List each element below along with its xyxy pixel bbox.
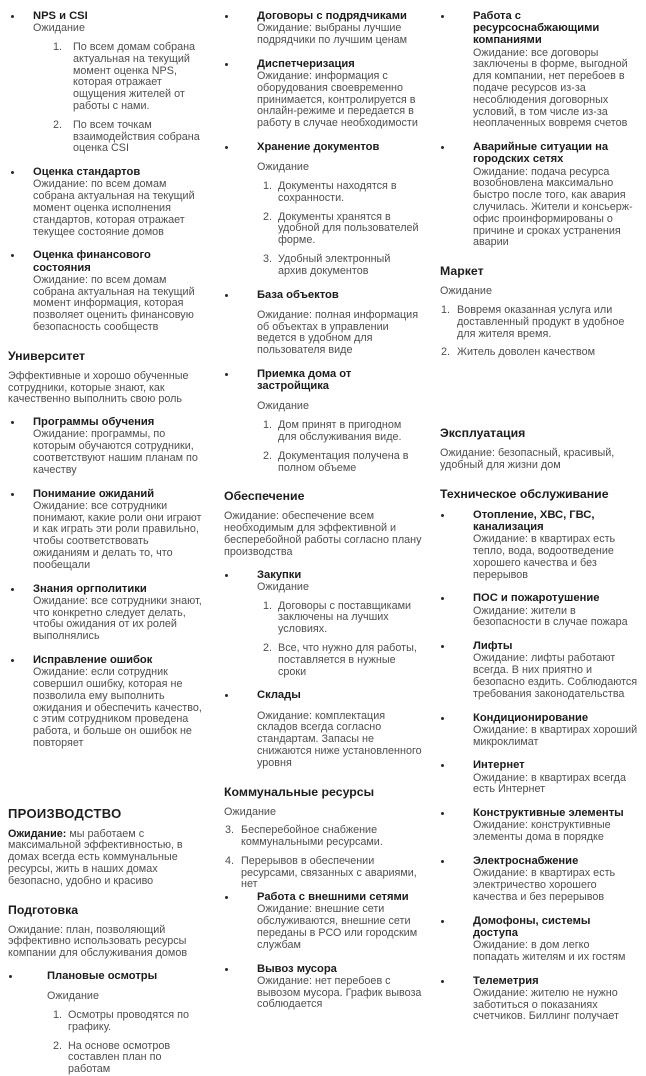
numbered-list [53,42,206,155]
list-item [225,825,422,849]
bullet-item [224,569,422,679]
bullet-item [440,975,638,1024]
list-item [263,254,422,278]
list-item-text: Все, что нужно для работы, поставляется в нужные сроки [278,641,417,678]
bullet-text: Ожидание: выбраны лучшие подрядчики по лучшим ценам [257,22,408,46]
bullet-content [257,368,422,474]
bullet-text: Ожидание: по всем домам собрана актуальная на текущий момент информация, которая позволяет оценить финансовую безопасность сообществ [33,273,195,333]
text-column-2 [224,10,422,1011]
bullet-gutter [8,166,33,238]
bullet-text: Ожидание: подача ресурса возобновлена максимально быстро после того, как авария случилась. Жители и консьерж-офис проинформированы о причине и сроках устранения аварии [473,165,633,249]
bullet-content [257,891,422,951]
bullet-item [440,855,638,904]
list-item [53,42,206,113]
bullet-gutter [440,10,473,130]
bullet-item [224,368,422,474]
bullet-gutter [440,592,473,629]
bullet-item [440,807,638,844]
bullet-title: Электроснабжение [473,854,579,867]
bullet-gutter [224,689,257,769]
bullet-content [33,654,206,750]
expectation-label: Ожидание [257,400,309,413]
bullet-item [224,289,422,357]
list-item [263,643,422,678]
bullet-gutter [8,488,33,572]
numbered-list [263,181,422,278]
bullet-gutter [440,509,473,582]
bullet-icon [9,975,12,978]
bullet-title: Закупки [257,568,302,581]
list-item [53,1041,206,1076]
bullet-gutter [8,970,47,1076]
expectation-label: Ожидание [257,580,309,593]
bullet-icon [11,588,14,591]
bullet-gutter [224,963,257,1012]
bullet-icon [441,717,444,720]
bullet-icon [441,860,444,863]
bullet-item [224,891,422,951]
bullet-content [473,759,638,796]
list-item-text: На основе осмотров составлен план по работам [68,1039,171,1076]
bullet-text: Ожидание: в квартирах есть электричество хорошего качества и без перерывов [473,867,616,903]
list-item [225,856,422,891]
bullet-item [224,963,422,1012]
expectation-label: Ожидание [33,22,85,35]
section-gap [440,359,638,411]
list-number: 2. [263,641,273,654]
bullet-content [473,592,638,629]
text-column-1 [8,10,206,1076]
section-heading: ПРОИЗВОДСТВО [8,805,122,821]
bullet-title: Лифты [473,640,513,653]
bullet-content [257,689,422,769]
bullet-text: Ожидание: нет перебоев с вывозом мусора. График вывоза соблюдается [257,974,422,1011]
list-item-text: Бесперебойное снабжение коммунальными ресурсами. [241,824,383,849]
bullet-gutter [224,10,257,47]
list-item [53,120,206,155]
bullet-content [257,10,422,47]
bullet-icon [441,15,444,18]
bullet-item [8,416,206,476]
bullet-icon [225,896,228,899]
list-number: 1. [53,1009,63,1022]
list-number: 2. [263,449,273,462]
bullet-content [473,712,638,749]
bullet-title: Оценка финансового состояния [33,249,151,274]
list-item [263,451,422,475]
bullet-gutter [440,712,473,749]
bullet-icon [225,146,228,149]
bullet-gutter [224,368,257,474]
list-item-text: Документы находятся в сохранности. [278,179,397,204]
bullet-title: Склады [257,689,301,702]
list-number: 2. [441,346,451,359]
paragraph-lead: Ожидание: [8,827,67,840]
bullet-icon [11,421,14,424]
bullet-content [33,10,206,155]
bullet-icon [225,294,228,297]
bullet-item [8,583,206,643]
bullet-icon [11,254,14,257]
list-number: 1. [53,41,63,53]
bullet-content [257,963,422,1012]
bullet-icon [225,574,228,577]
bullet-content [257,141,422,278]
text-column-3 [440,10,638,1023]
bullet-title: Плановые осмотры [47,970,158,983]
bullet-text: Ожидание: все договоры заключены в форме, выгодной для компании, нет перебоев в подаче ресурсов из-за несоблюдения договорных условий, в том числе из-за неоплаченных вовремя счетов [473,46,628,130]
bullet-text: Ожидание: в квартирах всегда есть Интернет [473,771,626,796]
bullet-icon [225,63,228,66]
section-heading: Подготовка [8,902,79,917]
bullet-title: Программы обучения [33,416,155,429]
bullet-item [440,141,638,249]
bullet-title: Интернет [473,759,525,772]
list-number: 3. [263,252,273,265]
bullet-icon [225,373,228,376]
bullet-title: Домофоны, системы доступа [473,914,591,939]
list-item-text: Договоры с поставщиками заключены на лучших условиях. [278,599,412,636]
bullet-gutter [440,855,473,904]
bullet-gutter [224,289,257,357]
paragraph: Эффективные и хорошо обученные сотрудники, которые знают, как качественно выполнить свою роль [8,369,189,406]
list-item [263,181,422,205]
list-item [263,601,422,636]
bullet-text: Ожидание: в дом легко попадать жителям и их гостям [473,938,626,963]
bullet-gutter [440,141,473,249]
section-heading: Университет [8,348,86,363]
bullet-text: Ожидание: полная информация об объектах в управлении ведется в удобном для пользователя виде [257,308,419,357]
bullet-text: Ожидание: все сотрудники понимают, какие роли они играют и как играть эти роли правильно, чтобы соответствовать ожиданиям и делать то, что пообещали [33,499,202,571]
bullet-content [257,58,422,130]
numbered-list [225,825,422,891]
list-number: 1. [263,419,273,432]
bullet-gutter [224,569,257,679]
list-item [53,1010,206,1034]
list-item-text: Житель доволен качеством [457,346,596,359]
bullet-item [440,509,638,582]
bullet-text: Ожидание: внешние сети обслуживаются, внешние сети переданы в РСО или городским службам [257,903,418,951]
bullet-icon [225,694,228,697]
bullet-item [440,640,638,700]
list-item [263,212,422,247]
bullet-title: База объектов [257,288,339,301]
bullet-gutter [8,583,33,643]
bullet-item [440,592,638,629]
bullet-text: Ожидание: в квартирах есть тепло, вода, водоотведение хорошего качества и без перерывов [473,533,616,581]
bullet-text: Ожидание: по всем домам собрана актуальная на текущий момент оценка исполнения стандартов, которая отражает текущее состояние домов [33,178,195,238]
expectation-label: Ожидание [257,161,309,174]
bullet-icon [11,171,14,174]
bullet-gutter [8,249,33,333]
bullet-title: Приемка дома от застройщика [257,367,352,393]
bullet-text: Ожидание: лифты работают всегда. В них приятно и безопасно ездить. Соблюдаются требования законодательства [473,652,638,700]
bullet-gutter [8,10,33,155]
numbered-list [53,1010,206,1076]
bullet-icon [441,764,444,767]
bullet-gutter [8,416,33,476]
bullet-text: Ожидание: программы, по которым обучаются сотрудники, соответствуют нашим планам по качеству [33,428,198,476]
bullet-title: Знания оргполитики [33,582,147,595]
bullet-icon [441,146,444,149]
bullet-text: Ожидание: в квартирах хороший микроклимат [473,723,638,748]
bullet-content [473,10,638,130]
bullet-icon [441,597,444,600]
bullet-content [47,970,206,1076]
bullet-item [8,10,206,155]
bullet-item [8,249,206,333]
bullet-content [33,583,206,643]
bullet-item [224,141,422,278]
bullet-content [473,975,638,1024]
list-number: 1. [263,599,273,612]
list-number: 3. [225,824,235,837]
bullet-item [224,689,422,769]
bullet-item [8,488,206,572]
bullet-item [440,10,638,130]
section-heading: Коммунальные ресурсы [224,784,375,799]
bullet-content [33,166,206,238]
list-number: 2. [53,1039,63,1052]
list-item-text: Документация получена в полном объеме [278,449,409,474]
bullet-icon [441,514,444,517]
bullet-icon [11,493,14,496]
bullet-content [257,569,422,679]
section-heading: Эксплуатация [440,426,526,441]
list-item-text: Дом принят в пригодном для обслуживания виде. [278,419,402,443]
bullet-title: Работа с ресурсоснабжающими компаниями [473,10,600,47]
bullet-title: NPS и CSI [33,10,88,22]
bullet-item [440,759,638,796]
list-item [263,420,422,444]
bullet-text: Ожидание: если сотрудник совершил ошибку, которая не позволила ему выполнить ожидания и обеспечить качество, с этим сотрудником проведена работа, и больше он ошибок не повторяет [33,666,202,749]
list-item-text: Удобный электронный архив документов [278,252,391,277]
section-heading: Обеспечение [224,489,305,504]
bullet-gutter [8,654,33,750]
paragraph: Ожидание: безопасный, красивый, удобный для жизни дом [440,447,615,471]
list-item-text: Вовремя оказанная услуга или доставленный продукт в удобное для жителя время. [457,303,625,340]
bullet-item [8,654,206,750]
bullet-title: Аварийные ситуации на городских сетях [473,141,609,166]
bullet-icon [225,968,228,971]
bullet-title: Конструктивные элементы [473,807,624,820]
paragraph-text: мы работаем с максимальной эффективностью, в домах всегда есть коммунальные ресурсы, жить в наших домах безопасно, удобно и красиво [8,827,183,887]
bullet-text: Ожидание: комплектация складов всегда согласно стандартам. Запасы не снижаются ниже установленного уровня [257,709,422,769]
bullet-content [33,416,206,476]
bullet-title: Отопление, ХВС, ГВС, канализация [473,508,595,533]
bullet-title: Работа с внешними сетями [257,891,409,904]
bullet-title: Договоры с подрядчиками [257,10,407,22]
list-number: 2. [53,118,63,131]
bullet-icon [441,812,444,815]
list-item-text: Перерывов в обеспечении ресурсами, связанных с авариями, нет [241,854,417,891]
section-heading: Маркет [440,264,484,279]
bullet-item [224,10,422,47]
paragraph: Ожидание: план, позволяющий эффективно использовать ресурсы компании для обслуживания домов [8,923,188,960]
bullet-content [473,855,638,904]
list-number: 1. [263,179,273,192]
bullet-content [257,289,422,357]
expectation-label: Ожидание [224,805,276,818]
bullet-title: Вывоз мусора [257,962,337,975]
bullet-title: Телеметрия [473,974,539,987]
bullet-title: Исправление ошибок [33,653,153,666]
list-item-text: По всем домам собрана актуальная на текущий момент оценка NPS, которая отражает ощущения жителей от работы с нами. [73,41,196,112]
bullet-item [440,712,638,749]
bullet-item [224,58,422,130]
bullet-title: ПОС и пожаротушение [473,592,600,605]
bullet-icon [441,645,444,648]
bullet-title: Понимание ожиданий [33,487,155,500]
expectation-label: Ожидание [47,990,99,1003]
bullet-gutter [440,759,473,796]
bullet-text: Ожидание: все сотрудники знают, что конкретно следует делать, чтобы ожидания от их ролей выполнялись [33,594,202,643]
bullet-text: Ожидание: конструктивные элементы дома в порядке [473,819,611,844]
bullet-icon [225,15,228,18]
bullet-icon [441,920,444,923]
bullet-text: Ожидание: информация с оборудования своевременно принимается, контролируется в онлайн-режиме и передается в работу в случае необходимости [257,70,418,130]
bullet-title: Хранение документов [257,140,380,153]
paragraph [8,829,206,888]
bullet-gutter [440,915,473,964]
bullet-title: Диспетчеризация [257,57,355,70]
section-gap [8,761,206,803]
bullet-icon [441,980,444,983]
numbered-list [441,305,638,359]
list-number: 2. [263,210,273,223]
paragraph: Ожидание: обеспечение всем необходимым для эффективной и бесперебойной работы согласно плану производства [224,510,422,558]
bullet-gutter [440,807,473,844]
list-item-text: Осмотры проводятся по графику. [68,1009,190,1033]
expectation-label: Ожидание [440,285,492,298]
section-heading: Техническое обслуживание [440,486,609,501]
list-number: 4. [225,854,235,867]
bullet-gutter [440,975,473,1024]
bullet-icon [11,15,14,18]
numbered-list [263,420,422,474]
bullet-content [473,915,638,964]
bullet-content [473,807,638,844]
bullet-gutter [224,891,257,951]
bullet-item [440,915,638,964]
bullet-content [473,141,638,249]
bullet-gutter [440,640,473,700]
bullet-title: Оценка стандартов [33,166,141,179]
bullet-content [473,509,638,582]
bullet-item [8,166,206,238]
list-item [441,305,638,340]
bullet-text: Ожидание: жители в безопасности в случае пожара [473,604,628,629]
bullet-content [473,640,638,700]
list-item-text: Документы хранятся в удобной для пользователей форме. [278,210,419,247]
bullet-icon [11,659,14,662]
bullet-content [33,488,206,572]
list-item-text: По всем точкам взаимодействия собрана оценка CSI [73,118,200,155]
bullet-content [33,249,206,333]
bullet-gutter [224,58,257,130]
numbered-list [263,601,422,679]
bullet-gutter [224,141,257,278]
bullet-item [8,970,206,1076]
bullet-title: Кондиционирование [473,711,589,724]
bullet-text: Ожидание: жителю не нужно заботиться о показаниях счетчиков. Биллинг получает [473,986,619,1023]
list-number: 1. [441,303,451,316]
list-item [441,347,638,359]
